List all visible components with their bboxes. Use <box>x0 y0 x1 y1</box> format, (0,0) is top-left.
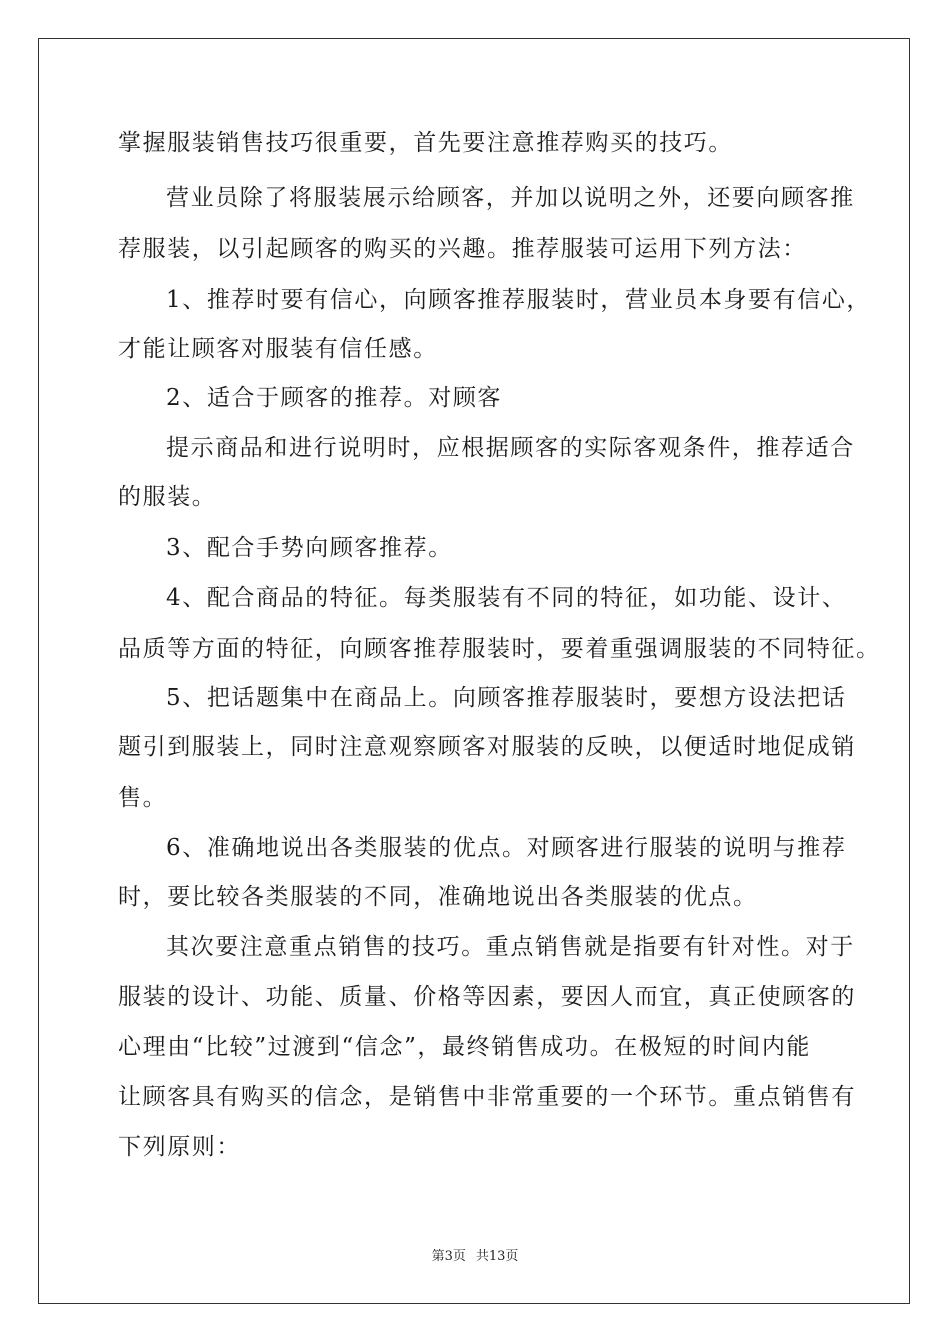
text-line: 时，要比较各类服装的不同，准确地说出各类服装的优点。 <box>118 884 758 910</box>
text-line: 荐服装，以引起顾客的购买的兴趣。推荐服装可运用下列方法： <box>118 236 807 262</box>
text-line: 服装的设计、功能、质量、价格等因素，要因人而宜，真正使顾客的 <box>118 984 856 1010</box>
text-line: 品质等方面的特征，向顾客推荐服装时，要着重强调服装的不同特征。 <box>118 636 881 662</box>
text-line: 5、把话题集中在商品上。向顾客推荐服装时，要想方设法把话 <box>166 685 847 711</box>
text-line: 才能让顾客对服装有信任感。 <box>118 336 438 362</box>
text-line: 提示商品和进行说明时，应根据顾客的实际客观条件，推荐适合 <box>166 435 855 461</box>
text-line: 4、配合商品的特征。每类服装有不同的特征，如功能、设计、 <box>166 585 847 611</box>
text-line: 营业员除了将服装展示给顾客，并加以说明之外，还要向顾客推 <box>166 185 855 211</box>
page-footer <box>0 1245 950 1264</box>
text-line: 6、准确地说出各类服装的优点。对顾客进行服装的说明与推荐 <box>166 835 847 861</box>
text-line: 掌握服装销售技巧很重要，首先要注意推荐购买的技巧。 <box>118 130 733 156</box>
text-line: 售。 <box>118 785 168 811</box>
text-line: 心理由“比较”过渡到“信念”，最终销售成功。在极短的时间内能 <box>118 1034 812 1060</box>
text-line: 1、推荐时要有信心，向顾客推荐服装时，营业员本身要有信心， <box>166 287 872 313</box>
text-line: 下列原则： <box>118 1134 241 1160</box>
text-line: 2、适合于顾客的推荐。对顾客 <box>166 385 503 411</box>
text-line: 题引到服装上，同时注意观察顾客对服装的反映，以便适时地促成销 <box>118 734 856 760</box>
page-number-total: 共13页 <box>475 1249 519 1264</box>
text-line: 让顾客具有购买的信念，是销售中非常重要的一个环节。重点销售有 <box>118 1084 856 1110</box>
page-border <box>38 38 910 1304</box>
text-line: 其次要注意重点销售的技巧。重点销售就是指要有针对性。对于 <box>166 934 855 960</box>
text-line: 3、配合手势向顾客推荐。 <box>166 535 453 561</box>
text-line: 的服装。 <box>118 484 217 510</box>
page-number-current: 第3页 <box>431 1249 466 1264</box>
